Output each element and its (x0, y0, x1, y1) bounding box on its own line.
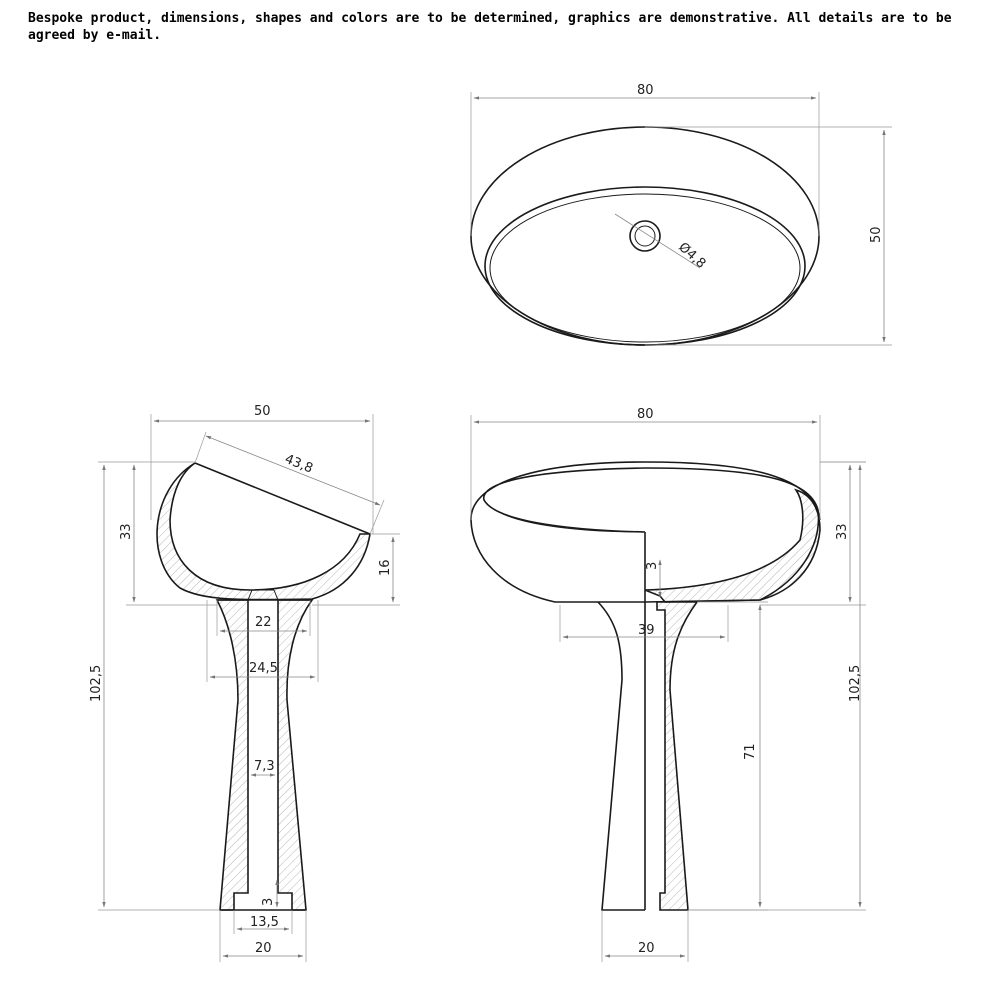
front-column-width-label: 39 (638, 623, 655, 638)
top-width-label: 80 (637, 83, 654, 98)
recess-width-label: 13,5 (250, 915, 279, 930)
front-base-label: 20 (638, 941, 655, 956)
basin-section-wall (157, 463, 370, 600)
basin-inner-rim-2 (490, 194, 800, 342)
front-width-label: 80 (637, 407, 654, 422)
column-outer-label: 24,5 (249, 661, 278, 676)
top-view (471, 83, 892, 345)
front-bowl-height-label: 33 (835, 523, 850, 540)
basin-outer-rim (471, 127, 819, 345)
slant-label: 43,8 (282, 451, 315, 477)
column-top-label: 22 (255, 615, 272, 630)
front-height-label: 16 (378, 559, 393, 576)
drain-diameter-label: Ø4,8 (675, 239, 709, 272)
column-section-right (278, 600, 312, 910)
side-total-height-label: 102,5 (89, 664, 104, 702)
bore-label: 7,3 (254, 759, 275, 774)
wall-label: 3 (645, 561, 660, 570)
front-basin-section (645, 490, 820, 602)
slant-dimension (206, 436, 380, 505)
recess-height-label: 3 (261, 897, 276, 906)
front-column-section (657, 602, 697, 910)
front-total-height-label: 102,5 (848, 664, 863, 702)
column-section-left (217, 600, 248, 910)
top-depth-label: 50 (869, 226, 884, 243)
basin-top-slant (195, 463, 370, 534)
front-view (471, 407, 866, 962)
side-bowl-height-label: 33 (119, 523, 134, 540)
side-section-view (89, 404, 400, 962)
disclaimer-note: Bespoke product, dimensions, shapes and colors are to be determined, graphics are demonstrative. All details are to be agreed by e-mail. (28, 11, 952, 43)
side-width-label: 50 (254, 404, 271, 419)
front-column-outline (598, 602, 645, 910)
side-base-label: 20 (255, 941, 272, 956)
column-height-label: 71 (743, 743, 758, 760)
basin-inner-rim (485, 187, 805, 345)
